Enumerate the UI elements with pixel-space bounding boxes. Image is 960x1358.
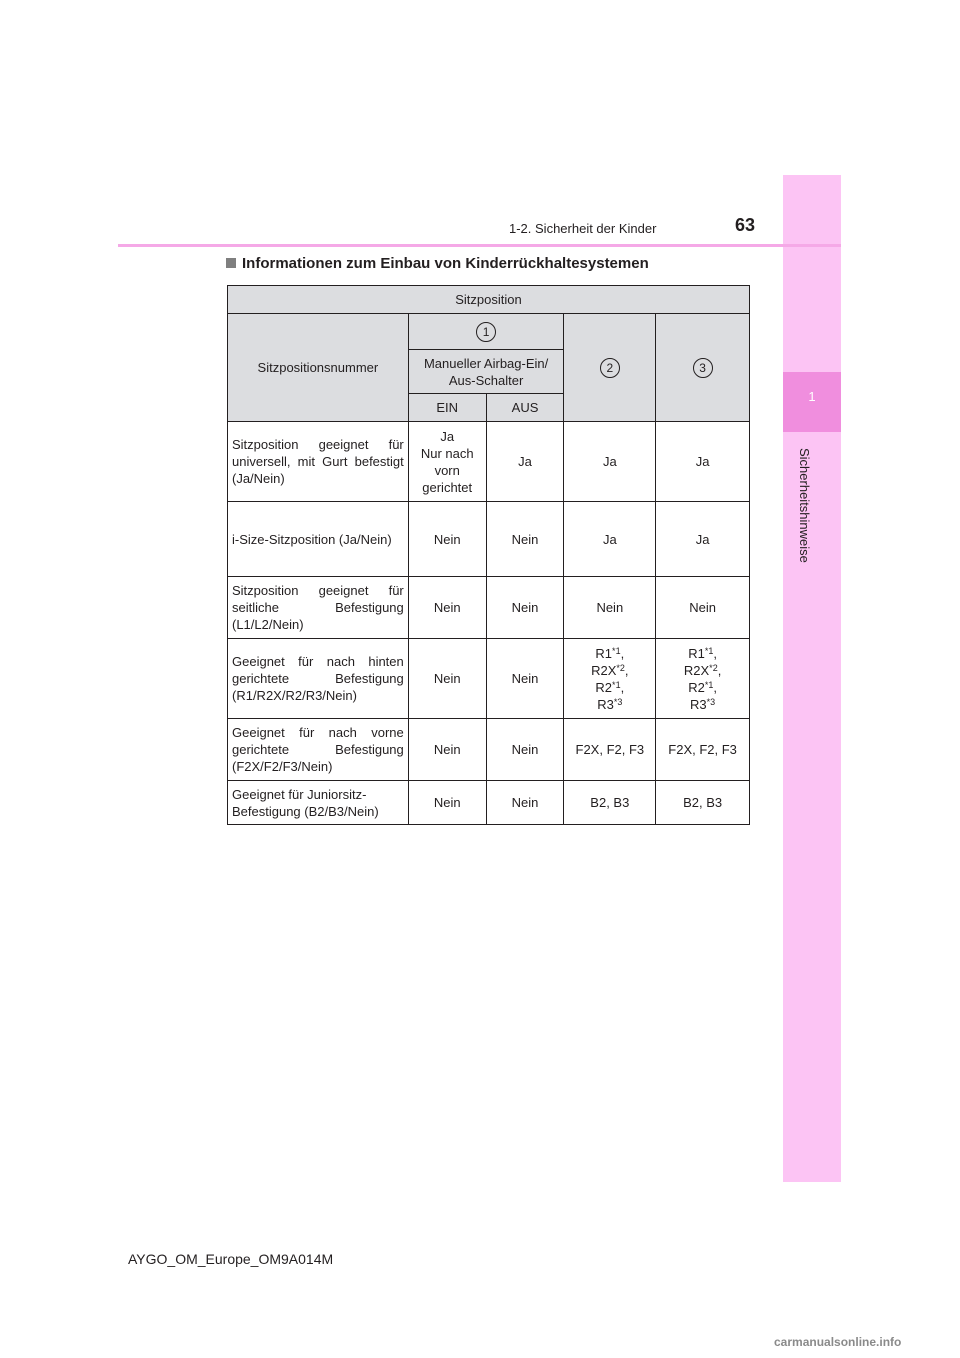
chapter-label: Sicherheitshinweise <box>797 448 812 563</box>
table-cell-rear: R1$^{*1}$, $R2X^{*2}$, R2$^{*1}$, R3$^{*3}$ <box>656 639 750 719</box>
table-row <box>228 781 750 825</box>
table-cell: Nein <box>564 577 656 639</box>
table-cell: Ja <box>656 422 750 502</box>
row-label: Geeignet für Juniorsitz-Befestigung (B2/B3/Nein) <box>228 781 409 825</box>
header-seat-2 <box>564 314 656 422</box>
header-seat-1 <box>408 314 564 350</box>
header-seat-number-label: Sitzpositionsnummer <box>228 314 409 422</box>
header-airbag-switch: Manueller Airbag-Ein/ Aus-Schalter <box>408 350 564 394</box>
header-seat-3 <box>656 314 750 422</box>
chapter-side-tab <box>783 175 841 1182</box>
table-cell: Ja <box>564 422 656 502</box>
table-cell: Nein <box>486 577 564 639</box>
heading-text: Informationen zum Einbau von Kinderrückhaltesystemen <box>242 255 649 272</box>
table-cell: Ja <box>656 502 750 577</box>
header-sitzposition: Sitzposition <box>228 286 750 314</box>
table-cell: F2X, F2, F3 <box>656 719 750 781</box>
cell-note: Nur nach vorn gerichtet <box>420 445 474 495</box>
row-label: Sitzposition geeignet für seitliche Befestigung (L1/L2/Nein) <box>228 577 409 639</box>
chapter-number: 1 <box>808 389 816 404</box>
row-label: Geeignet für nach vorne gerichtete Befestigung (F2X/F2/F3/Nein) <box>228 719 409 781</box>
row-label: Sitzposition geeignet für universell, mit Gurt befestigt (Ja/Nein) <box>228 422 409 502</box>
seat-3-icon: 3 <box>693 358 713 378</box>
page-number: 63 <box>735 215 756 235</box>
table-cell: B2, B3 <box>564 781 656 825</box>
table-header-row <box>228 286 750 314</box>
table-cell: B2, B3 <box>656 781 750 825</box>
table-cell <box>408 422 486 502</box>
cell-value: Ja <box>440 428 455 444</box>
header-ein: EIN <box>408 394 486 422</box>
table-row <box>228 719 750 781</box>
child-restraint-table <box>227 285 750 825</box>
table-cell: Nein <box>408 639 486 719</box>
table-cell: Nein <box>408 502 486 577</box>
header-rule <box>118 244 841 247</box>
heading-square-icon <box>226 258 236 268</box>
section-title: 1-2. Sicherheit der Kinder <box>509 221 657 236</box>
table-cell: Nein <box>656 577 750 639</box>
section-heading <box>226 255 649 272</box>
table-cell: Nein <box>486 719 564 781</box>
table-cell: F2X, F2, F3 <box>564 719 656 781</box>
table-cell: Nein <box>408 781 486 825</box>
seat-1-icon: 1 <box>476 322 496 342</box>
table-cell: Nein <box>486 502 564 577</box>
table-cell: Nein <box>486 781 564 825</box>
table-row <box>228 502 750 577</box>
table-row <box>228 639 750 719</box>
watermark: carmanualsonline.info <box>774 1335 902 1349</box>
table-cell: Ja <box>564 502 656 577</box>
header-aus: AUS <box>486 394 564 422</box>
table-cell: Ja <box>486 422 564 502</box>
table-row <box>228 577 750 639</box>
table-header-row <box>228 314 750 350</box>
row-label: Geeignet für nach hinten gerichtete Befestigung (R1/R2X/R2/R3/Nein) <box>228 639 409 719</box>
table-cell: Nein <box>408 577 486 639</box>
table-cell: Nein <box>486 639 564 719</box>
table-cell-rear: R1$^{*1}$, $R2X^{*2}$, R2$^{*1}$, R3$^{*3}$ <box>564 639 656 719</box>
table-cell: Nein <box>408 719 486 781</box>
table-row <box>228 422 750 502</box>
seat-2-icon: 2 <box>600 358 620 378</box>
row-label: i-Size-Sitzposition (Ja/Nein) <box>228 502 409 577</box>
document-footer: AYGO_OM_Europe_OM9A014M <box>128 1251 334 1267</box>
